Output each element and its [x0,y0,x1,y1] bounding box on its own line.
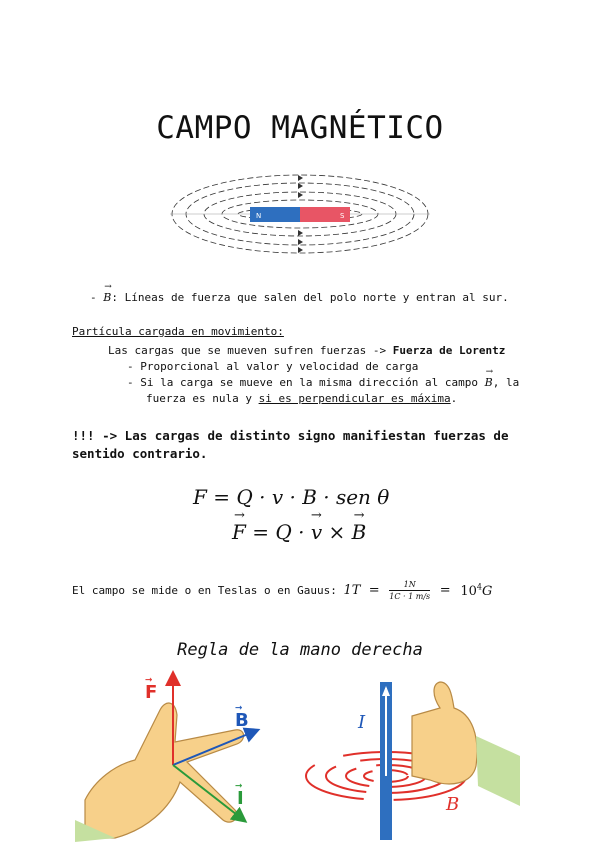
field-lines-note: - → B: Líneas de fuerza que salen del polo norte y entran al sur. [90,282,509,304]
section-heading: Partícula cargada en movimiento: [72,325,284,338]
current-arrow [173,765,241,818]
cuff-right [476,736,520,806]
svg-text:→: → [235,778,243,792]
bullet-direction-cont: fuerza es nula y si es perpendicular es máxima. [146,392,458,405]
svg-text:→: → [145,672,153,686]
units-line: El campo se mide o en Teslas o en Gauus: 1T = $\frac{1N}{1C \cdot 1 m/s}$ = $10^4G$ [72,580,493,601]
north-label: N [256,212,262,220]
tesla-fraction: $\frac{1N}{1C \cdot 1 m/s}$ [389,580,431,601]
lorentz-formula-scalar: F = Q · v · B · sen θ [193,485,390,509]
thumb-hand-shape [412,682,477,784]
svg-text:→: → [235,700,243,714]
lorentz-intro: Las cargas que se mueven sufren fuerzas -> Fuerza de Lorentz [108,344,506,357]
label-B-right: B [446,794,460,815]
bullet-direction: - Si la carga se mueve en la misma dirección al campo → B, la [127,367,520,389]
hand-shape [85,703,244,838]
lorentz-formula-vector: → F = Q · → v × → B [232,508,367,544]
bullet-proportional: - Proporcional al valor y velocidad de carga [127,360,419,373]
label-I-right: I [358,712,366,733]
south-label: S [340,212,345,220]
bar-magnet-figure [170,172,430,257]
page-title: CAMPO MAGNÉTICO [156,110,444,146]
label-F: F [145,682,158,703]
label-I: I [237,788,244,809]
right-hand-rule-title: Regla de la mano derecha [177,640,423,660]
left-hand-illustration [75,670,285,842]
charge-sign-warning: !!! -> Las cargas de distinto signo manifiestan fuerzas de sentido contrario. [72,428,509,461]
label-B: B [235,710,249,731]
right-hand-illustration [300,676,520,842]
